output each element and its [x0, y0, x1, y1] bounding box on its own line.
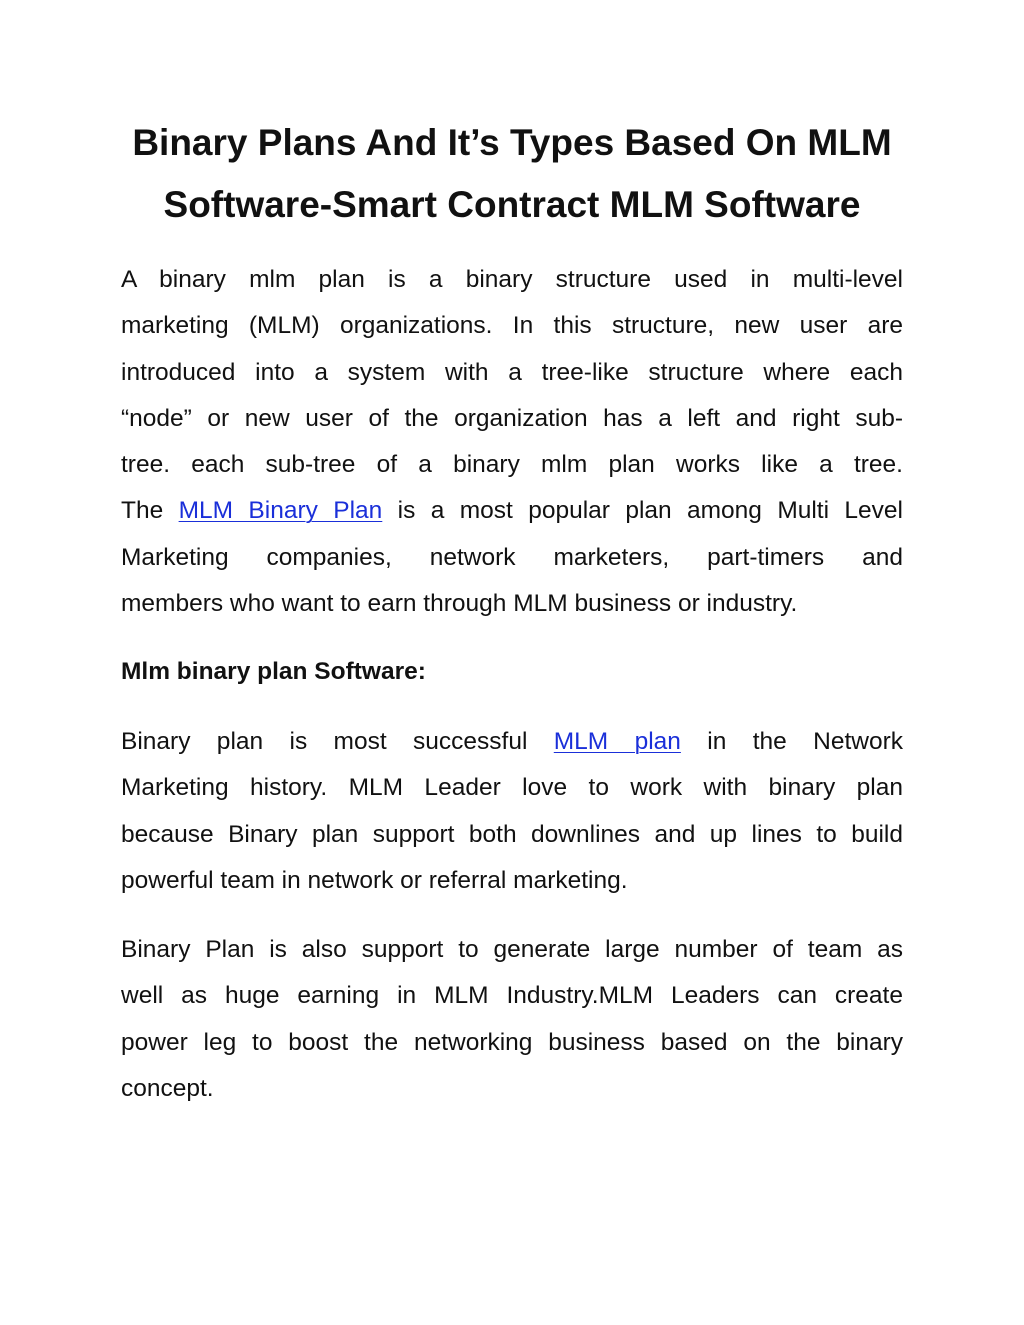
intro-line: members who want to earn through MLM business or industry.	[121, 590, 798, 618]
earning-paragraph	[121, 927, 903, 1112]
text-after-link: in the Network	[680, 728, 903, 755]
intro-line: introduced into a system with a tree-like structure where each	[121, 358, 903, 386]
title-line-1: Binary Plans And It’s Types Based On MLM	[132, 122, 892, 163]
paragraph-line: well as huge earning in MLM Industry.MLM Leaders can create	[121, 982, 903, 1010]
intro-line: tree. each sub-tree of a binary mlm plan works like a tree.	[121, 451, 903, 479]
paragraph-line: Marketing history. MLM Leader love to work with binary plan	[121, 774, 903, 802]
intro-line: “node” or new user of the organization has a left and right sub-	[121, 404, 903, 432]
paragraph-line: concept.	[121, 1074, 214, 1102]
intro-line-with-link	[121, 488, 903, 534]
title-line-2: Software-Smart Contract MLM Software	[163, 184, 861, 225]
intro-text-after-link: is a most popular plan among Multi Level	[382, 497, 903, 525]
paragraph-line-with-link	[121, 719, 903, 765]
section-heading: Mlm binary plan Software:	[121, 658, 426, 685]
paragraph-line: powerful team in network or referral marketing.	[121, 866, 628, 894]
paragraph-line: power leg to boost the networking business based on the binary	[121, 1028, 903, 1056]
mlm-binary-plan-link[interactable]: MLM Binary Plan	[178, 497, 383, 525]
binary-plan-paragraph	[121, 719, 903, 904]
text-before-link: Binary plan is most successful	[121, 728, 554, 755]
intro-line: marketing (MLM) organizations. In this structure, new user are	[121, 312, 903, 340]
intro-text-before-link: The	[121, 497, 179, 525]
mlm-plan-link[interactable]: MLM plan	[553, 728, 681, 755]
paragraph-line: Binary Plan is also support to generate large number of team as	[121, 936, 903, 963]
document-title	[80, 112, 944, 236]
paragraph-line: because Binary plan support both downlines and up lines to build	[121, 820, 903, 848]
intro-line: Marketing companies, network marketers, part-timers and	[121, 543, 903, 571]
intro-paragraph	[121, 257, 903, 627]
intro-line: A binary mlm plan is a binary structure used in multi-level	[121, 266, 903, 293]
